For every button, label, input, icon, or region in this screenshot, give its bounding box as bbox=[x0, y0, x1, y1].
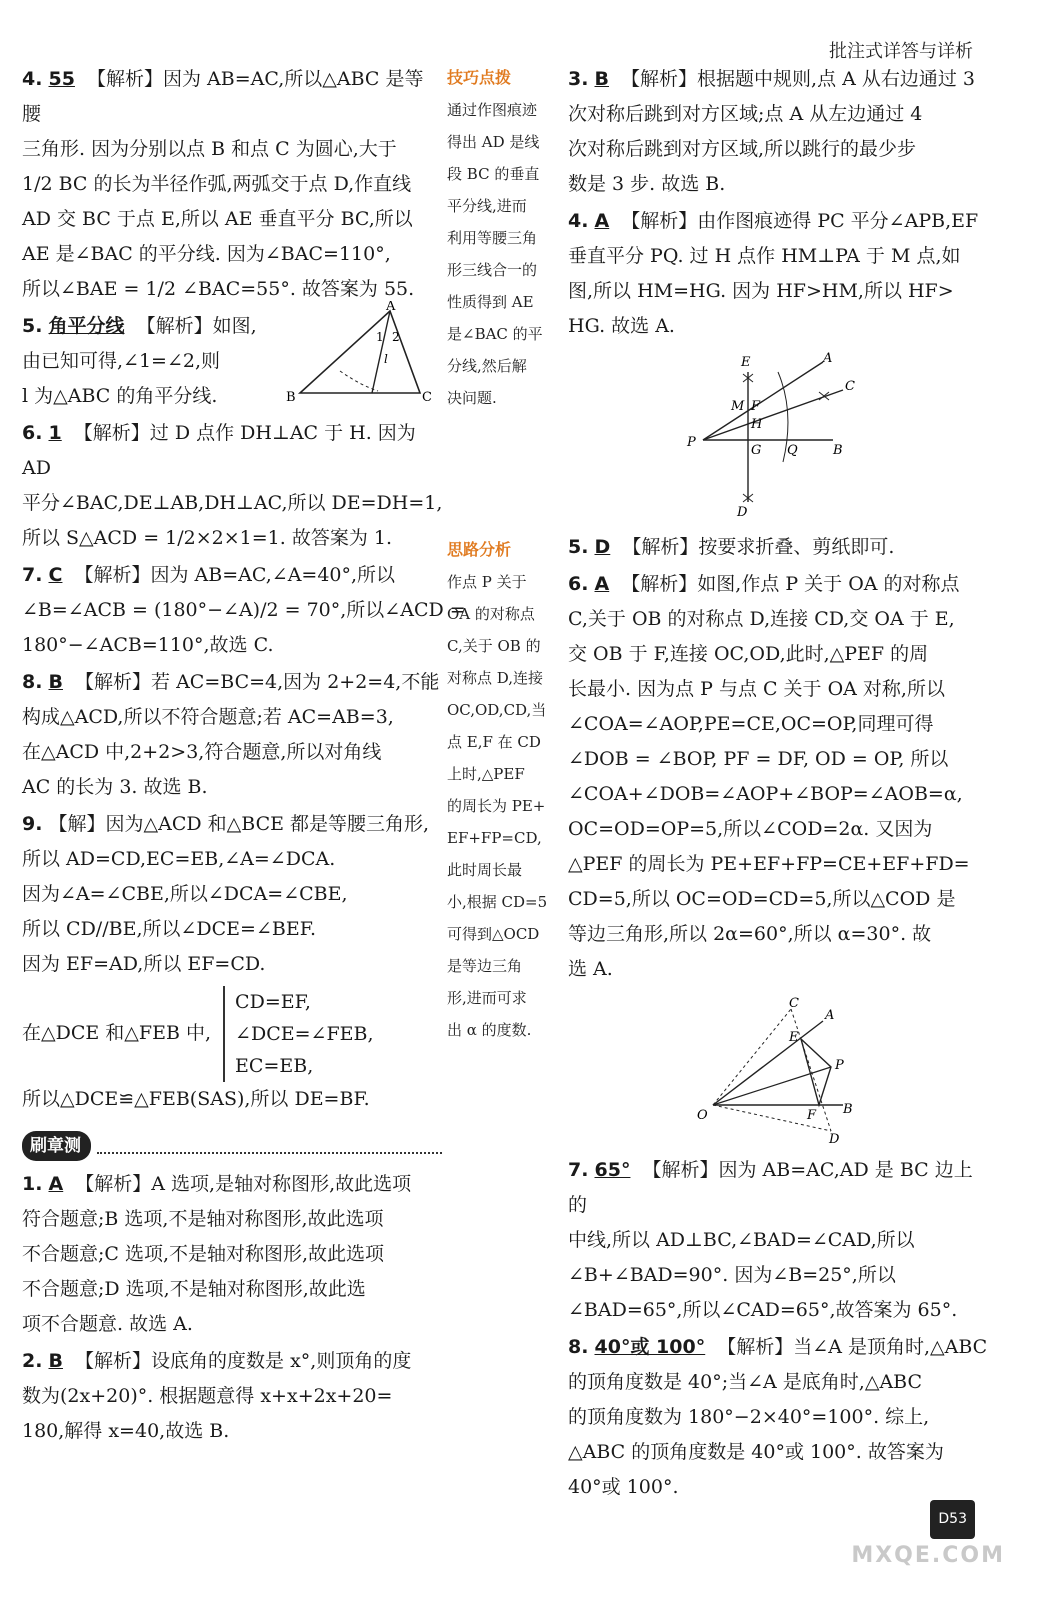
tag: 【解析】 bbox=[75, 1350, 152, 1372]
sys-eq: CD=EF, bbox=[235, 991, 311, 1013]
fig-label: 1 bbox=[376, 330, 384, 344]
tag: 【解析】 bbox=[87, 68, 164, 90]
question-number: 5. bbox=[568, 536, 589, 558]
fig-label: A bbox=[823, 352, 833, 366]
line: 当∠A 是顶角时,△ABC bbox=[793, 1336, 988, 1358]
watermark: MXQE.COM bbox=[851, 1543, 1005, 1568]
page-number: D53 bbox=[930, 1500, 975, 1539]
note-line: 形,进而可求 bbox=[447, 989, 527, 1007]
note-line: 是等边三角 bbox=[447, 957, 523, 975]
note-line: 是∠BAC 的平 bbox=[447, 325, 543, 343]
line: △ABC 的顶角度数是 40°或 100°. 故答案为 bbox=[568, 1441, 944, 1463]
line: 因为 AB=AC,所以△ABC 是等腰 bbox=[22, 68, 424, 125]
fig-label: D bbox=[737, 505, 748, 520]
tag: 【解析】 bbox=[621, 68, 698, 90]
line: 所以∠BAE = 1/2 ∠BAC=55°. 故答案为 55. bbox=[22, 278, 415, 300]
line: CD=5,所以 OC=OD=CD=5,所以△COD 是 bbox=[568, 888, 956, 910]
tag: 【解析】 bbox=[75, 671, 152, 693]
tag: 【解析】 bbox=[75, 1173, 152, 1195]
answer: A bbox=[48, 1173, 64, 1195]
chapter-divider bbox=[22, 1131, 442, 1161]
fig-label: A bbox=[386, 301, 396, 314]
line: 数为(2x+20)°. 根据题意得 x+x+2x+20= bbox=[22, 1385, 393, 1407]
line: 因为 EF=AD,所以 EF=CD. bbox=[22, 953, 266, 975]
line: 按要求折叠、剪纸即可. bbox=[698, 536, 895, 558]
note-title-tips: 技巧点拨 bbox=[447, 68, 512, 87]
line: 三角形. 因为分别以点 B 和点 C 为圆心,大于 bbox=[22, 138, 397, 160]
answer: B bbox=[594, 68, 609, 90]
fig-label: E bbox=[789, 1030, 799, 1045]
line: 如图,作点 P 关于 OA 的对称点 bbox=[697, 573, 960, 595]
right-q4 bbox=[568, 204, 988, 522]
note-line: 对称点 D,连接 bbox=[447, 669, 544, 687]
sys-eq: ∠DCE=∠FEB, bbox=[235, 1023, 374, 1045]
line: 设底角的度数是 x°,则顶角的度 bbox=[151, 1350, 412, 1372]
fig-label: D bbox=[829, 1132, 840, 1145]
question-number: 4. bbox=[22, 68, 43, 90]
fig-label: A bbox=[825, 1008, 835, 1023]
note-line: 形三线合一的 bbox=[447, 261, 538, 279]
line: 由作图痕迹得 PC 平分∠APB,EF bbox=[697, 210, 979, 232]
fig-label: G bbox=[751, 443, 762, 458]
right-q3 bbox=[568, 62, 988, 202]
note-line: 点 E,F 在 CD bbox=[447, 733, 541, 751]
answer: 1 bbox=[48, 422, 62, 444]
line: 因为 AB=AC,AD 是 BC 边上的 bbox=[568, 1159, 973, 1216]
fig-label: F bbox=[751, 399, 761, 414]
question-number: 2. bbox=[22, 1350, 43, 1372]
line: A 选项,是轴对称图形,故此选项 bbox=[151, 1173, 412, 1195]
question-number: 1. bbox=[22, 1173, 43, 1195]
line: C,关于 OB 的对称点 D,连接 CD,交 OA 于 E, bbox=[568, 608, 955, 630]
line: ∠BAD=65°,所以∠CAD=65°,故答案为 65°. bbox=[568, 1299, 958, 1321]
left-column bbox=[22, 62, 466, 1451]
tag: 【解析】 bbox=[622, 536, 699, 558]
line: 因为△ACD 和△BCE 都是等腰三角形, bbox=[105, 813, 430, 835]
right-q5 bbox=[568, 530, 988, 565]
chapter-badge: 刷章测 bbox=[22, 1131, 91, 1161]
note-line: 性质得到 AE bbox=[447, 293, 534, 311]
line: 所以 CD//BE,所以∠DCE=∠BEF. bbox=[22, 918, 316, 940]
note-line: 决问题. bbox=[447, 389, 497, 407]
tag: 【解析】 bbox=[73, 422, 150, 444]
answer: 40°或 100° bbox=[594, 1336, 706, 1358]
dotted-rule bbox=[97, 1138, 442, 1154]
line: 40°或 100°. bbox=[568, 1476, 679, 1498]
question-number: 8. bbox=[568, 1336, 589, 1358]
note-line: 作点 P 关于 bbox=[447, 573, 527, 591]
line: 构成△ACD,所以不符合题意;若 AC=AB=3, bbox=[22, 706, 394, 728]
line: 所以 AD=CD,EC=EB,∠A=∠DCA. bbox=[22, 848, 336, 870]
right-column bbox=[568, 62, 988, 1507]
line: 长最小. 因为点 P 与点 C 关于 OA 对称,所以 bbox=[568, 678, 945, 700]
fig-label: O bbox=[697, 1108, 708, 1123]
tag: 【解】 bbox=[48, 813, 106, 835]
equation-system bbox=[223, 986, 373, 1082]
tag: 【解析】 bbox=[717, 1336, 794, 1358]
tag: 【解析】 bbox=[621, 573, 698, 595]
question-number: 7. bbox=[568, 1159, 589, 1181]
line: ∠COA+∠DOB=∠AOP+∠BOP=∠AOB=α, bbox=[568, 783, 963, 805]
line: 因为 AB=AC,∠A=40°,所以 bbox=[150, 564, 396, 586]
line: 所以△DCE≌△FEB(SAS),所以 DE=BF. bbox=[22, 1088, 370, 1110]
line: AC 的长为 3. 故选 B. bbox=[22, 776, 208, 798]
line: 平分∠BAC,DE⊥AB,DH⊥AC,所以 DE=DH=1, bbox=[22, 492, 443, 514]
fig-label: 2 bbox=[392, 330, 400, 344]
line: 由已知可得,∠1=∠2,则 bbox=[22, 350, 221, 372]
note-line: 此时周长最 bbox=[447, 861, 523, 879]
line: 垂直平分 PQ. 过 H 点作 HM⊥PA 于 M 点,如 bbox=[568, 245, 961, 267]
note-line: OC,OD,CD,当 bbox=[447, 701, 547, 719]
fig-label: P bbox=[835, 1058, 844, 1073]
note-line: 段 BC 的垂直 bbox=[447, 165, 540, 183]
line: ∠COA=∠AOP,PE=CE,OC=OP,同理可得 bbox=[568, 713, 934, 735]
note-title-analysis: 思路分析 bbox=[447, 540, 512, 559]
note-line: 的周长为 PE+ bbox=[447, 797, 546, 815]
line: 数是 3 步. 故选 B. bbox=[568, 173, 726, 195]
fig-label: B bbox=[286, 390, 296, 405]
answer: A bbox=[594, 573, 610, 595]
answer: 65° bbox=[594, 1159, 631, 1181]
left-q7 bbox=[22, 558, 466, 663]
line: 根据题中规则,点 A 从右边通过 3 bbox=[697, 68, 976, 90]
line: 过 D 点作 DH⊥AC 于 H. 因为 AD bbox=[22, 422, 416, 479]
line: ∠B+∠BAD=90°. 因为∠B=25°,所以 bbox=[568, 1264, 896, 1286]
triangle-figure bbox=[280, 301, 440, 411]
right-q8 bbox=[568, 1330, 988, 1505]
side-notes bbox=[447, 62, 559, 1046]
note-line: EF+FP=CD, bbox=[447, 829, 542, 847]
fig-label: F bbox=[807, 1108, 817, 1123]
left-q6 bbox=[22, 416, 442, 556]
question-number: 7. bbox=[22, 564, 43, 586]
note-line: 得出 AD 是线 bbox=[447, 133, 540, 151]
right-q7 bbox=[568, 1153, 988, 1328]
line: 项不合题意. 故选 A. bbox=[22, 1313, 193, 1335]
left-q4 bbox=[22, 62, 442, 307]
line: 180,解得 x=40,故选 B. bbox=[22, 1420, 230, 1442]
note-line: 通过作图痕迹 bbox=[447, 101, 538, 119]
line: △PEF 的周长为 PE+EF+FP=CE+EF+FD= bbox=[568, 853, 970, 875]
line: 不合题意;D 选项,不是轴对称图形,故此选 bbox=[22, 1278, 366, 1300]
line: 因为∠A=∠CBE,所以∠DCA=∠CBE, bbox=[22, 883, 348, 905]
line: ∠DOB = ∠BOP, PF = DF, OD = OP, 所以 bbox=[568, 748, 949, 770]
answer: 55 bbox=[48, 68, 75, 90]
line: 所以 S△ACD = 1/2×2×1=1. 故答案为 1. bbox=[22, 527, 393, 549]
line: 若 AC=BC=4,因为 2+2=4,不能 bbox=[151, 671, 440, 693]
tag: 【解析】 bbox=[74, 564, 151, 586]
line: AD 交 BC 于点 E,所以 AE 垂直平分 BC,所以 bbox=[22, 208, 413, 230]
fig-label: P bbox=[687, 435, 696, 450]
question-number: 6. bbox=[568, 573, 589, 595]
line: 的顶角度数为 180°−2×40°=100°. 综上, bbox=[568, 1406, 930, 1428]
fig-label: C bbox=[422, 390, 432, 405]
system-prefix: 在△DCE 和△FEB 中, bbox=[22, 1022, 211, 1044]
tag: 【解析】 bbox=[136, 315, 213, 337]
line: 在△ACD 中,2+2>3,符合题意,所以对角线 bbox=[22, 741, 382, 763]
tag: 【解析】 bbox=[621, 210, 698, 232]
line: 如图, bbox=[212, 315, 257, 337]
line: 1/2 BC 的长为半径作弧,两弧交于点 D,作直线 bbox=[22, 173, 412, 195]
header-title: 批注式详答与详析 bbox=[829, 41, 973, 62]
question-number: 9. bbox=[22, 813, 43, 835]
note-line: 上时,△PEF bbox=[447, 765, 525, 783]
left-q5 bbox=[22, 301, 442, 414]
line: ∠B=∠ACB = (180°−∠A)/2 = 70°,所以∠ACD = bbox=[22, 599, 466, 621]
chapter-q1 bbox=[22, 1167, 442, 1342]
fig-label: l bbox=[384, 352, 388, 366]
question-number: 4. bbox=[568, 210, 589, 232]
line: 交 OB 于 F,连接 OC,OD,此时,△PEF 的周 bbox=[568, 643, 929, 665]
note-line: 平分线,进而 bbox=[447, 197, 527, 215]
fig-label: E bbox=[741, 355, 751, 370]
line: 的顶角度数是 40°;当∠A 是底角时,△ABC bbox=[568, 1371, 923, 1393]
answer: B bbox=[48, 671, 63, 693]
line: 180°−∠ACB=110°,故选 C. bbox=[22, 634, 274, 656]
fig-label: Q bbox=[787, 443, 798, 458]
line: OC=OD=OP=5,所以∠COD=2α. 又因为 bbox=[568, 818, 933, 840]
line: HG. 故选 A. bbox=[568, 315, 675, 337]
reflection-figure bbox=[693, 995, 863, 1145]
chapter-q2 bbox=[22, 1344, 442, 1449]
sys-eq: EC=EB, bbox=[235, 1055, 314, 1077]
answer: 角平分线 bbox=[48, 315, 125, 337]
note-line: 利用等腰三角 bbox=[447, 229, 538, 247]
fig-label: C bbox=[789, 996, 799, 1011]
tag: 【解析】 bbox=[642, 1159, 719, 1181]
note-line: OA 的对称点 bbox=[447, 605, 535, 623]
note-line: C,关于 OB 的 bbox=[447, 637, 541, 655]
right-q6 bbox=[568, 567, 988, 1145]
answer: A bbox=[594, 210, 610, 232]
line: l 为△ABC 的角平分线. bbox=[22, 385, 218, 407]
question-number: 3. bbox=[568, 68, 589, 90]
line: 图,所以 HM=HG. 因为 HF>HM,所以 HF> bbox=[568, 280, 954, 302]
note-line: 小,根据 CD=5 bbox=[447, 893, 548, 911]
question-number: 6. bbox=[22, 422, 43, 444]
note-line: 分线,然后解 bbox=[447, 357, 527, 375]
fig-label: H bbox=[751, 417, 763, 432]
left-q8 bbox=[22, 665, 442, 805]
left-q9 bbox=[22, 807, 442, 1117]
line: 中线,所以 AD⊥BC,∠BAD=∠CAD,所以 bbox=[568, 1229, 915, 1251]
question-number: 5. bbox=[22, 315, 43, 337]
line: 不合题意;C 选项,不是轴对称图形,故此选项 bbox=[22, 1243, 385, 1265]
answer: D bbox=[594, 536, 611, 558]
line: 等边三角形,所以 2α=60°,所以 α=30°. 故 bbox=[568, 923, 932, 945]
angle-bisector-figure bbox=[683, 352, 873, 522]
fig-label: C bbox=[845, 379, 855, 394]
note-line: 可得到△OCD bbox=[447, 925, 540, 943]
fig-label: B bbox=[833, 443, 843, 458]
line: 选 A. bbox=[568, 958, 613, 980]
line: 符合题意;B 选项,不是轴对称图形,故此选项 bbox=[22, 1208, 384, 1230]
answer: B bbox=[48, 1350, 63, 1372]
note-line: 出 α 的度数. bbox=[447, 1021, 532, 1039]
line: 次对称后跳到对方区域;点 A 从左边通过 4 bbox=[568, 103, 923, 125]
answer: C bbox=[48, 564, 63, 586]
fig-label: B bbox=[843, 1102, 853, 1117]
spacer bbox=[447, 414, 559, 534]
line: AE 是∠BAC 的平分线. 因为∠BAC=110°, bbox=[22, 243, 391, 265]
system-line bbox=[22, 986, 442, 1082]
line: 次对称后跳到对方区域,所以跳行的最少步 bbox=[568, 138, 917, 160]
question-number: 8. bbox=[22, 671, 43, 693]
fig-label: M bbox=[731, 399, 745, 414]
